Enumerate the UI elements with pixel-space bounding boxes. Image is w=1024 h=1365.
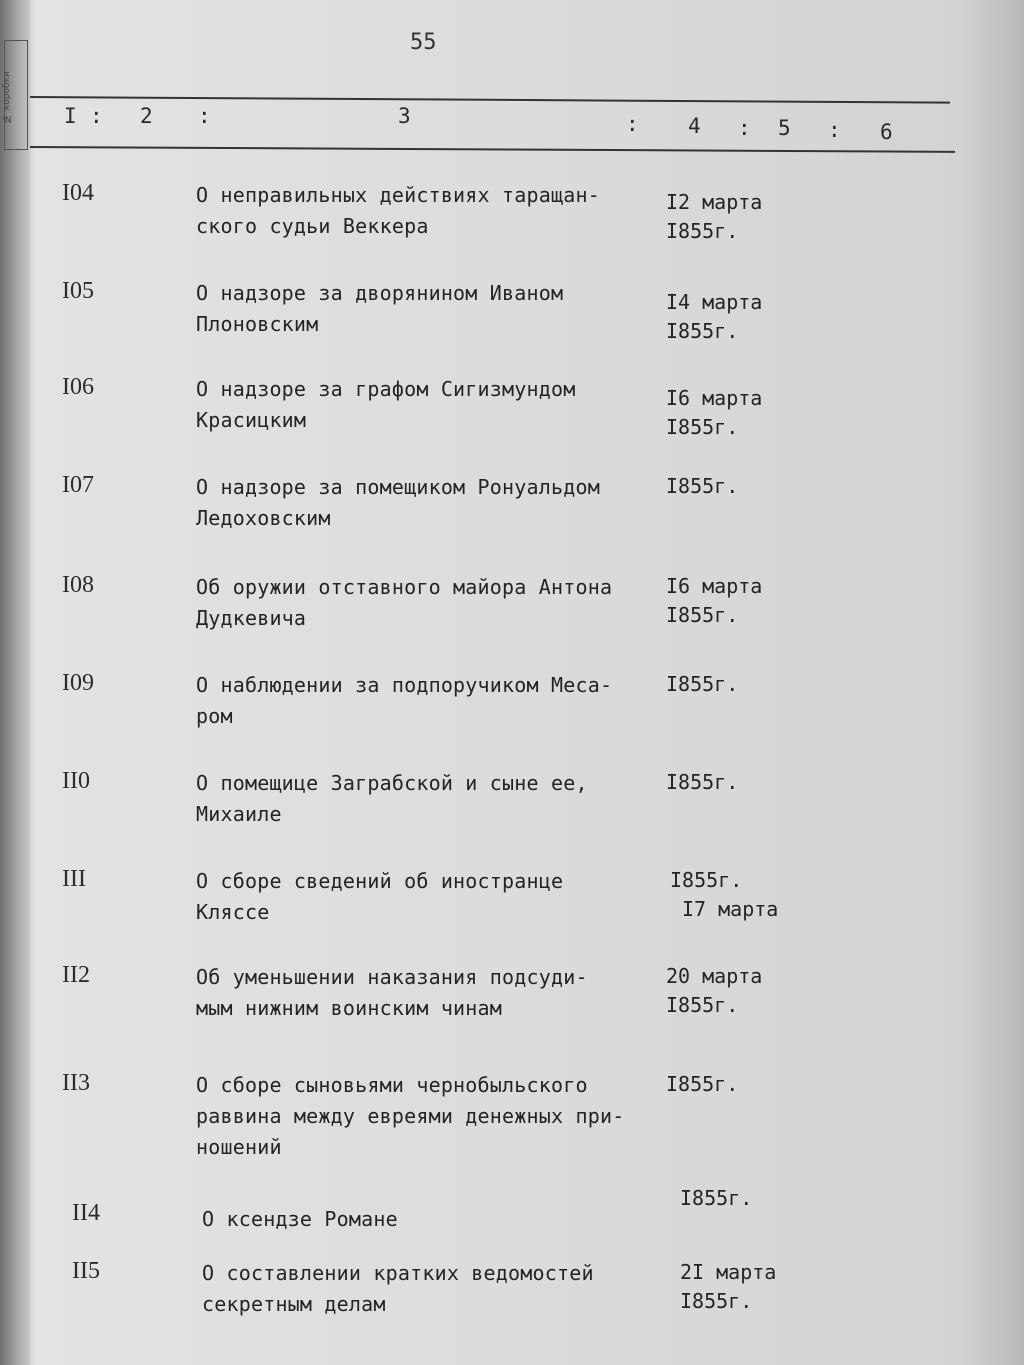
entry-number: I06	[62, 374, 94, 400]
entry-title	[196, 866, 666, 928]
header-top-rule	[30, 96, 950, 104]
entry-date-line: I855г.	[666, 770, 739, 794]
entry-date-line: I4 марта	[666, 290, 763, 314]
entry-date-line: I855г.	[670, 868, 743, 892]
entry-number: II2	[62, 962, 90, 988]
entry-title-line: Об уменьшении наказания подсуди-	[196, 965, 588, 989]
entry-date-line: I855г.	[680, 1289, 753, 1313]
entry-date	[666, 188, 796, 246]
entry-date	[666, 472, 796, 501]
entry-title-line: Об оружии отставного майора Антона	[196, 575, 613, 599]
page-number: 55	[410, 30, 437, 55]
entry-date-line: I855г.	[666, 219, 739, 243]
column-header-3: 3	[398, 104, 411, 128]
entry-title	[196, 1070, 666, 1163]
entry-title-line: О надзоре за дворянином Иваном	[196, 281, 564, 305]
entry-title-line: секретным делам	[202, 1292, 386, 1316]
entry-date	[680, 1184, 810, 1213]
entry-number: II4	[72, 1200, 100, 1226]
entry-date-line: I855г.	[666, 319, 739, 343]
entry-title	[196, 374, 666, 436]
column-separator: :	[738, 116, 751, 140]
column-separator: :	[626, 112, 639, 136]
entry-date-line: I855г.	[666, 603, 739, 627]
entry-date-line: 20 марта	[666, 964, 763, 988]
entry-title-line: Михаиле	[196, 802, 282, 826]
entry-date-line: I6 марта	[666, 386, 763, 410]
entry-title	[196, 278, 666, 340]
column-separator: :	[828, 118, 841, 142]
entry-title-line: ношений	[196, 1135, 282, 1159]
entry-title-line: О сборе сыновьями чернобыльского	[196, 1073, 588, 1097]
entry-date-line: I855г.	[666, 1072, 739, 1096]
entry-date	[666, 768, 796, 797]
column-header-4: 4	[688, 114, 701, 138]
column-separator: :	[90, 104, 103, 128]
entry-title-line: ром	[196, 704, 233, 728]
entry-title	[196, 180, 666, 242]
entry-date-line: I855г.	[666, 474, 739, 498]
entry-date-line: I2 марта	[666, 190, 763, 214]
entry-number: II3	[62, 1070, 90, 1096]
entry-date	[670, 866, 800, 924]
entry-title	[196, 768, 666, 830]
entry-title-line: О составлении кратких ведомостей	[202, 1261, 594, 1285]
entry-date	[666, 288, 796, 346]
entry-title	[196, 962, 666, 1024]
entry-title	[202, 1204, 672, 1235]
entry-title-line: О помещице Заграбской и сыне ее,	[196, 771, 588, 795]
entry-title-line: Дудкевича	[196, 606, 307, 630]
entry-number: I04	[62, 180, 94, 206]
binding-margin	[0, 0, 30, 1365]
entry-number: I05	[62, 278, 94, 304]
entry-title-line: О ксендзе Романе	[202, 1207, 398, 1231]
entry-title	[196, 670, 666, 732]
entry-title-line: О сборе сведений об иностранце	[196, 869, 564, 893]
entry-title	[196, 472, 666, 534]
entry-number: III	[62, 866, 86, 892]
entry-date-line: I855г.	[680, 1186, 753, 1210]
entry-number: II5	[72, 1258, 100, 1284]
column-separator: :	[198, 104, 211, 128]
entry-number: II0	[62, 768, 90, 794]
entry-number: I08	[62, 572, 94, 598]
entry-title-line: О неправильных действиях таращан-	[196, 183, 600, 207]
entry-title-line: О надзоре за помещиком Ронуальдом	[196, 475, 600, 499]
entry-date	[666, 962, 796, 1020]
entry-date	[666, 670, 796, 699]
entry-date-line: I855г.	[666, 415, 739, 439]
entry-title-line: ского судьи Веккера	[196, 214, 429, 238]
entry-title-line: О наблюдении за подпоручиком Меса-	[196, 673, 613, 697]
entry-date-line: I855г.	[666, 993, 739, 1017]
entry-title-line: Красицким	[196, 408, 307, 432]
margin-label: № коробки	[2, 71, 12, 123]
entry-title	[202, 1258, 672, 1320]
entry-title	[196, 572, 666, 634]
entry-title-line: раввина между евреями денежных при-	[196, 1104, 625, 1128]
entry-title-line: Кляссе	[196, 900, 270, 924]
entry-title-line: мым нижним воинским чинам	[196, 996, 503, 1020]
entry-title-line: Плоновским	[196, 312, 319, 336]
entry-date-line: I7 марта	[682, 897, 779, 921]
entry-number: I09	[62, 670, 94, 696]
header-bottom-rule	[30, 146, 955, 153]
column-header-2: 2	[140, 104, 153, 128]
entry-date-line: 2I марта	[680, 1260, 777, 1284]
entry-date	[666, 1070, 796, 1099]
column-header-6: 6	[880, 120, 893, 144]
entry-date-line: I855г.	[666, 672, 739, 696]
entry-title-line: О надзоре за графом Сигизмундом	[196, 377, 576, 401]
entry-date-line: I6 марта	[666, 574, 763, 598]
entry-number: I07	[62, 472, 94, 498]
entry-date	[666, 384, 796, 442]
column-header-1: I	[64, 104, 77, 128]
entry-title-line: Ледоховским	[196, 506, 331, 530]
column-header-5: 5	[778, 116, 791, 140]
entry-date	[680, 1258, 810, 1316]
entry-date	[666, 572, 796, 630]
